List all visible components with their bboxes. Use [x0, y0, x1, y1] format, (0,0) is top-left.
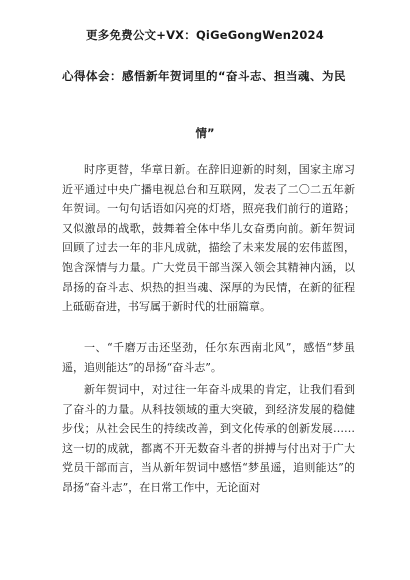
document-body-continued — [62, 380, 355, 498]
document-body-section — [62, 338, 355, 377]
watermark-header: 更多免费公文+VX：QiGeGongWen2024 — [86, 28, 324, 42]
document-body — [62, 160, 355, 317]
section-heading-paragraph: 一、“千磨万击还坚劲，任尔东西南北风”，感悟“梦虽遥，追则能达”的昂扬“奋斗志”。 — [62, 341, 355, 374]
document-title-continuation: 情” — [195, 126, 215, 140]
body-paragraph: 新年贺词中，对过往一年奋斗成果的肯定，让我们看到了奋斗的力量。从科技领域的重大突破，到经济发展的稳健步伐；从社会民生的持续改善，到文化传承的创新发展……这一切的成就，都离不开无数奋斗者的拼搏与付出对于广大党员干部而言，当从新年贺词中感悟“梦虽遥，追则能达”的昂扬“奋斗志”，在日常工作中，无论面对 — [62, 383, 355, 494]
body-paragraph: 时序更替，华章日新。在辞旧迎新的时刻，国家主席习近平通过中央广播电视总台和互联网，发表了二〇二五年新年贺词。一句句话语如闪亮的灯塔，照亮我们前行的道路；又似激昂的战歌，鼓舞着全体中华儿女奋勇向前。新年贺词回顾了过去一年的非凡成就，描绘了未来发展的宏伟蓝图，饱含深情与力量。广大党员干部当深入领会其精神内涵，以昂扬的奋斗志、炽热的担当魂、深厚的为民情，在新的征程上砥砺奋进，书写属于新时代的壮丽篇章。 — [62, 163, 355, 314]
document-title: 心得体会：感悟新年贺词里的“奋斗志、担当魂、为民 — [62, 69, 347, 83]
